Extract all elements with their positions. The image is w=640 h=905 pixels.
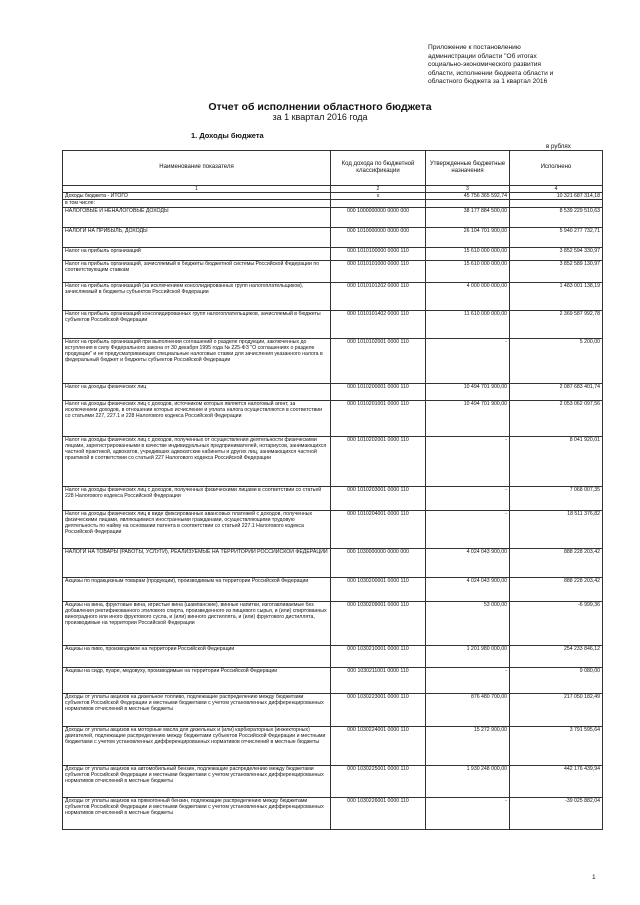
row-code-cell: 000 1010203001 0000 110: [331, 486, 426, 510]
row-executed-cell: 2 369 587 992,78: [510, 310, 603, 338]
row-approved-cell: 10 494 701 900,00: [426, 400, 510, 436]
table-row: [63, 282, 603, 310]
row-code-cell: 000 1010202001 0000 110: [331, 436, 426, 486]
table-row: [63, 383, 603, 400]
row-name-cell: НАЛОГИ НА ПРИБЫЛЬ, ДОХОДЫ: [63, 227, 331, 247]
header-code: Код дохода по бюджетной классификации: [331, 151, 426, 186]
row-name-cell: Налог на доходы физических лиц с доходов, полученных от осуществления деятельности физическими лицами, зарегистрированными в качестве индивидуальных предпринимателей, нотариусов, занимающихся частной практикой, адвокатов, учредивших адвокатские кабинеты и других лиц, занимающихся частной практикой в соответствии со статьей 227 Налогового кодекса Российской Федерации: [63, 436, 331, 486]
row-name-cell: Налог на доходы физических лиц: [63, 383, 331, 400]
document-subtitle: за 1 квартал 2016 года: [272, 112, 368, 122]
row-code-cell: 000 1010101000 0000 110: [331, 260, 426, 282]
table-body: [63, 193, 603, 830]
approval-note: [428, 44, 598, 87]
row-executed-cell: 888 228 203,42: [510, 548, 603, 577]
table-row: [63, 247, 603, 260]
row-name-cell: Доходы от уплаты акцизов на автомобильный бензин, подлежащие распределению между бюджетами субъектов Российской Федерации и местными бюджетами с учетом установленных дифференцированных нормативов отчислений в местные бюджеты: [63, 765, 331, 797]
row-approved-cell: 26 104 701 900,00: [426, 227, 510, 247]
row-approved-cell: 53 000,00: [426, 601, 510, 645]
row-code-cell: 000 1010200001 0000 110: [331, 383, 426, 400]
row-executed-cell: 2 053 062 097,56: [510, 400, 603, 436]
row-name-cell: в том числе:: [63, 200, 331, 207]
row-code-cell: 000 1010101402 0000 110: [331, 310, 426, 338]
row-name-cell: Доходы от уплаты акцизов на моторные масла для дизельных и (или) карбюраторных (инжекторных) двигателей, подлежащие распределению между бюджетами субъектов Российской Федерации и местными бюджетами с учетом установленных дифференцированных нормативов отчислений в местные бюджеты: [63, 726, 331, 765]
row-executed-cell: 9 080,00: [510, 667, 603, 693]
row-approved-cell: 1 201 980 000,00: [426, 645, 510, 667]
row-approved-cell: 15 610 000 000,00: [426, 247, 510, 260]
row-approved-cell: -: [426, 510, 510, 548]
table-row: [63, 765, 603, 797]
row-approved-cell: -: [426, 486, 510, 510]
approval-line: области, исполнении бюджета области и: [428, 69, 554, 77]
row-executed-cell: 7 068 007,35: [510, 486, 603, 510]
table-row: [63, 486, 603, 510]
row-executed-cell: -39 025 882,04: [510, 797, 603, 829]
approval-line: областного бюджета за 1 квартал 2016: [428, 78, 548, 86]
row-executed-cell: 18 511 376,82: [510, 510, 603, 548]
row-name-cell: Доходы от уплаты акцизов на дизельное топливо, подлежащие распределению между бюджетами субъектов Российской Федерации и местными бюджетами с учетом установленных дифференцированных нормативов отчислений в местные бюджеты: [63, 693, 331, 726]
row-executed-cell: 254 233 846,12: [510, 645, 603, 667]
row-code-cell: 000 1030226001 0000 110: [331, 797, 426, 829]
row-executed-cell: -6 999,36: [510, 601, 603, 645]
row-approved-cell: 1 930 248 000,00: [426, 765, 510, 797]
table-row: [63, 548, 603, 577]
row-approved-cell: -: [426, 436, 510, 486]
row-code-cell: [331, 200, 426, 207]
row-name-cell: Доходы от уплаты акцизов на прямогонный бензин, подлежащие распределению между бюджетами субъектов Российской Федерации и местными бюджетами с учетом установленных дифференцированных нормативов отчислений в местные бюджеты: [63, 797, 331, 829]
row-code-cell: 000 1010204001 0000 110: [331, 510, 426, 548]
table-row: [63, 200, 603, 207]
section-title: 1. Доходы бюджета: [191, 131, 264, 140]
row-approved-cell: -: [426, 797, 510, 829]
row-executed-cell: [510, 200, 603, 207]
row-executed-cell: 8 041 920,01: [510, 436, 603, 486]
row-executed-cell: 217 050 182,49: [510, 693, 603, 726]
row-name-cell: Налог на доходы физических лиц в виде фиксированных авансовых платежей с доходов, полученных физическими лицами, являющимися иностранными гражданами, осуществляющими трудовую деятельность по найму на основании патента в соответствии со статьей 227.1 Налогового кодекса Российской Федерации: [63, 510, 331, 548]
row-name-cell: Налог на прибыль организаций, зачисляемый в бюджеты бюджетной системы Российской Федерации по соответствующим ставкам: [63, 260, 331, 282]
row-executed-cell: 3 852 589 130,97: [510, 260, 603, 282]
row-name-cell: Налог на доходы физических лиц с доходов, полученных физическими лицами в соответствии со статьей 228 Налогового кодекса Российской Федерации: [63, 486, 331, 510]
row-code-cell: x: [331, 193, 426, 200]
row-approved-cell: [426, 200, 510, 207]
row-executed-cell: 8 539 229 510,63: [510, 207, 603, 227]
row-executed-cell: 1 483 001 138,19: [510, 282, 603, 310]
row-name-cell: Налог на прибыль организаций: [63, 247, 331, 260]
row-code-cell: 000 1030225001 0000 110: [331, 765, 426, 797]
row-approved-cell: 45 756 365 592,74: [426, 193, 510, 200]
row-name-cell: Налог на прибыль организаций (за исключением консолидированных групп налогоплательщиков), зачисляемый в бюджеты субъектов Российской Федерации: [63, 282, 331, 310]
header-name: Наименование показателя: [63, 151, 331, 186]
row-code-cell: 000 1030200001 0000 110: [331, 577, 426, 601]
approval-line: социально-экономического развития: [428, 61, 541, 69]
row-approved-cell: 4 024 043 900,00: [426, 548, 510, 577]
row-name-cell: Акцизы на пиво, производимое на территории Российской Федерации: [63, 645, 331, 667]
income-table: [62, 150, 603, 830]
row-approved-cell: 876 480 700,00: [426, 693, 510, 726]
row-executed-cell: 5 200,00: [510, 338, 603, 383]
row-code-cell: 000 1030224001 0000 110: [331, 726, 426, 765]
table-row: [63, 193, 603, 200]
row-name-cell: НАЛОГИ НА ТОВАРЫ (РАБОТЫ, УСЛУГИ), РЕАЛИЗУЕМЫЕ НА ТЕРРИТОРИИ РОССИЙСКОЙ ФЕДЕРАЦИИ: [63, 548, 331, 577]
approval-line: Приложение к постановлению: [428, 44, 521, 51]
table-row: [63, 310, 603, 338]
table-row: [63, 260, 603, 282]
table-row: [63, 726, 603, 765]
row-executed-cell: 10 321 687 314,18: [510, 193, 603, 200]
row-approved-cell: 10 494 701 900,00: [426, 383, 510, 400]
table-row: [63, 207, 603, 227]
row-executed-cell: 2 087 683 401,74: [510, 383, 603, 400]
row-name-cell: Акцизы на сидр, пуаре, медовуху, производимые на территории Российской Федерации: [63, 667, 331, 693]
row-name-cell: Налог на прибыль организаций при выполнении соглашений о разделе продукции, заключенных до вступления в силу Федерального закона от 30 декабря 1995 года № 225-ФЗ "О соглашениях о разделе продукции" и не предусматривающих специальные налоговые ставки для зачисления указанного налога в федеральный бюджет и бюджеты субъектов Российской Федерации: [63, 338, 331, 383]
table-row: [63, 667, 603, 693]
row-executed-cell: 3 852 594 330,97: [510, 247, 603, 260]
table-row: [63, 436, 603, 486]
table-row: [63, 510, 603, 548]
row-code-cell: 000 1030000000 0000 000: [331, 548, 426, 577]
row-code-cell: 000 1030223001 0000 110: [331, 693, 426, 726]
row-executed-cell: 5 940 277 732,71: [510, 227, 603, 247]
row-code-cell: 000 1010102001 0000 110: [331, 338, 426, 383]
table-header-row: [63, 151, 603, 186]
row-name-cell: Акцизы на вина, фруктовые вина, игристые вина (шампанские), винные напитки, изготавливаемые без добавления ректификованного этилового спирта, произведенного из пищевого сырья, и (или) спиртованных виноградного или иного фруктового сусла, и (или) винного дистиллята, и (или) фруктового дистиллята, производимые на территории Российской Федерации: [63, 601, 331, 645]
page-number: 1: [592, 874, 596, 881]
row-approved-cell: 38 177 884 500,00: [426, 207, 510, 227]
index-cell: 4: [510, 186, 603, 193]
approval-line: администрации области "Об итогах: [428, 52, 537, 60]
row-code-cell: 000 1010101202 0000 110: [331, 282, 426, 310]
row-name-cell: НАЛОГОВЫЕ И НЕНАЛОГОВЫЕ ДОХОДЫ: [63, 207, 331, 227]
row-code-cell: 000 1030211001 0000 110: [331, 667, 426, 693]
row-code-cell: 000 1010201001 0000 110: [331, 400, 426, 436]
row-name-cell: Акцизы по подакцизным товарам (продукции), производимым на территории Российской Федерации: [63, 577, 331, 601]
row-approved-cell: 15 272 900,00: [426, 726, 510, 765]
row-approved-cell: -: [426, 667, 510, 693]
table-row: [63, 693, 603, 726]
index-cell: 2: [331, 186, 426, 193]
table-index-row: [63, 186, 603, 193]
units-label: в рублях: [546, 143, 571, 150]
header-executed: Исполнено: [510, 151, 603, 186]
row-name-cell: Доходы бюджета - ИТОГО: [63, 193, 331, 200]
table-row: [63, 645, 603, 667]
row-executed-cell: 3 791 595,64: [510, 726, 603, 765]
table-row: [63, 400, 603, 436]
document-title: Отчет об исполнении областного бюджета: [208, 101, 432, 113]
index-cell: 1: [63, 186, 331, 193]
table-row: [63, 601, 603, 645]
row-name-cell: Налог на доходы физических лиц с доходов, источником которых является налоговый агент, за исключением доходов, в отношении которых исчисление и уплата налога осуществляются в соответствии со статьями 227, 227.1 и 228 Налогового кодекса Российской Федерации: [63, 400, 331, 436]
row-executed-cell: 442 176 439,94: [510, 765, 603, 797]
row-code-cell: 000 1010100000 0000 110: [331, 247, 426, 260]
row-approved-cell: 4 024 043 900,00: [426, 577, 510, 601]
row-code-cell: 000 1030209001 0000 110: [331, 601, 426, 645]
row-executed-cell: 888 228 203,42: [510, 577, 603, 601]
table-row: [63, 797, 603, 829]
row-code-cell: 000 1000000000 0000 000: [331, 207, 426, 227]
row-approved-cell: -: [426, 338, 510, 383]
table-row: [63, 577, 603, 601]
row-code-cell: 000 1030210001 0000 110: [331, 645, 426, 667]
index-cell: 3: [426, 186, 510, 193]
row-approved-cell: 15 610 000 000,00: [426, 260, 510, 282]
table-row: [63, 338, 603, 383]
row-code-cell: 000 1010000000 0000 000: [331, 227, 426, 247]
table-row: [63, 227, 603, 247]
header-approved: Утвержденные бюджетные назначения: [426, 151, 510, 186]
row-approved-cell: 4 000 000 000,00: [426, 282, 510, 310]
row-approved-cell: 11 610 000 000,00: [426, 310, 510, 338]
row-name-cell: Налог на прибыль организаций консолидированных групп налогоплательщиков, зачисляемый в бюджеты субъектов Российской Федерации: [63, 310, 331, 338]
